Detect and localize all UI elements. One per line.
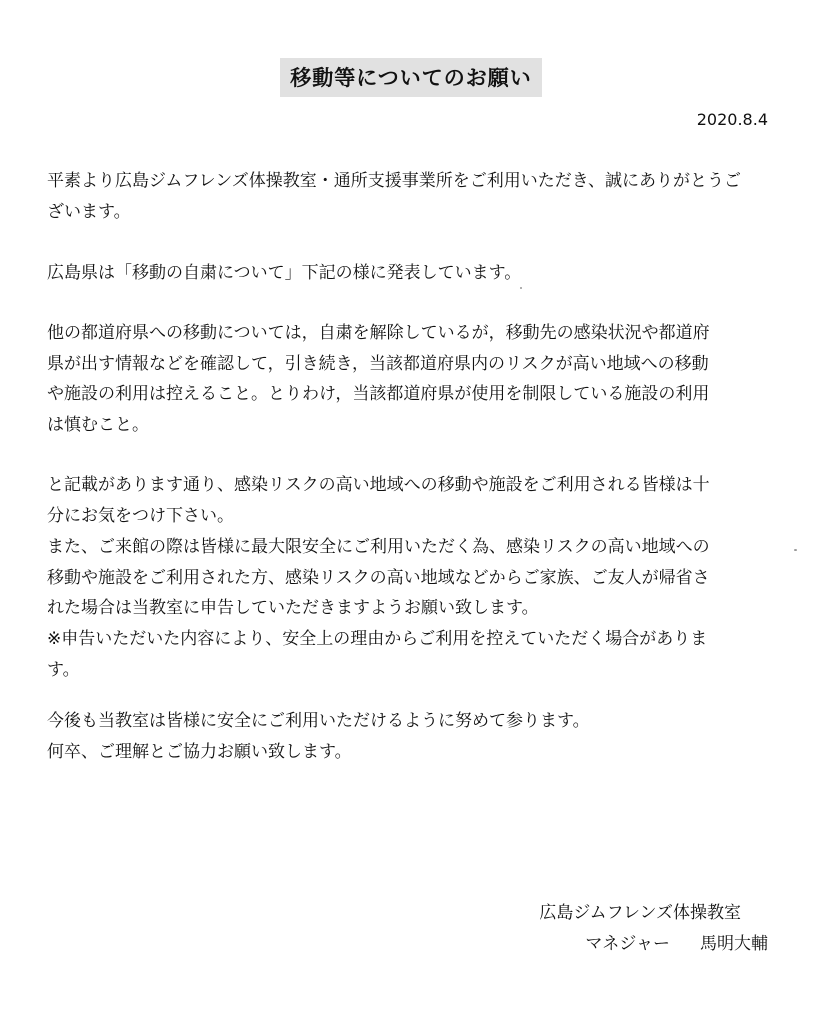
signature-organization: 広島ジムフレンズ体操教室 (539, 903, 742, 923)
paragraph-greeting (47, 166, 777, 227)
signature-block (539, 898, 768, 960)
document-title: 移動等についてのお願い (280, 58, 542, 97)
paragraph-text: 広島県は「移動の自粛について」下記の様に発表しています。 (47, 263, 522, 283)
scan-speck (520, 287, 522, 289)
signature-name: 馬明大輔 (700, 934, 768, 954)
paragraph-quote (47, 318, 777, 440)
paragraph-note (47, 624, 777, 685)
paragraph-text: また、ご来館の際は皆様に最大限安全にご利用いただく為、感染リスクの高い地域への 移動や施設をご利用された方、感染リスクの高い地域などからご家族、ご友人が帰省さ れた場合は当教室に申告していただきますようお願い致します。 (47, 537, 710, 618)
scan-speck (794, 549, 797, 551)
paragraph-text: 何卒、ご理解とご協力お願い致します。 (47, 742, 352, 762)
title-container (0, 58, 822, 97)
paragraph-report-request (47, 532, 777, 624)
paragraph-closing (47, 706, 777, 737)
paragraph-text: 今後も当教室は皆様に安全にご利用いただけるように努めて参ります。 (47, 711, 590, 731)
paragraph-text: 他の都道府県への移動については，自粛を解除しているが，移動先の感染状況や都道府 県が出す情報などを確認して，引き続き，当該都道府県内のリスクが高い地域への移動 や施設の利用は控えること。とりわけ，当該都道府県が使用を制限している施設の利用 は慎むこと。 (47, 323, 710, 435)
paragraph-announcement (47, 258, 777, 289)
signature-person (585, 929, 768, 960)
paragraph-text: と記載があります通り、感染リスクの高い地域への移動や施設をご利用される皆様は十 分にお気をつけ下さい。 (47, 475, 710, 526)
paragraph-text: ※申告いただいた内容により、安全上の理由からご利用を控えていただく場合がありま す。 (47, 629, 708, 680)
paragraph-thanks (47, 737, 777, 768)
paragraph-text: 平素より広島ジムフレンズ体操教室・通所支援事業所をご利用いただき、誠にありがとうご ざいます。 (47, 171, 742, 222)
document-date: 2020.8.4 (696, 110, 768, 129)
paragraph-caution (47, 470, 777, 531)
signature-role: マネジャー (585, 934, 670, 954)
